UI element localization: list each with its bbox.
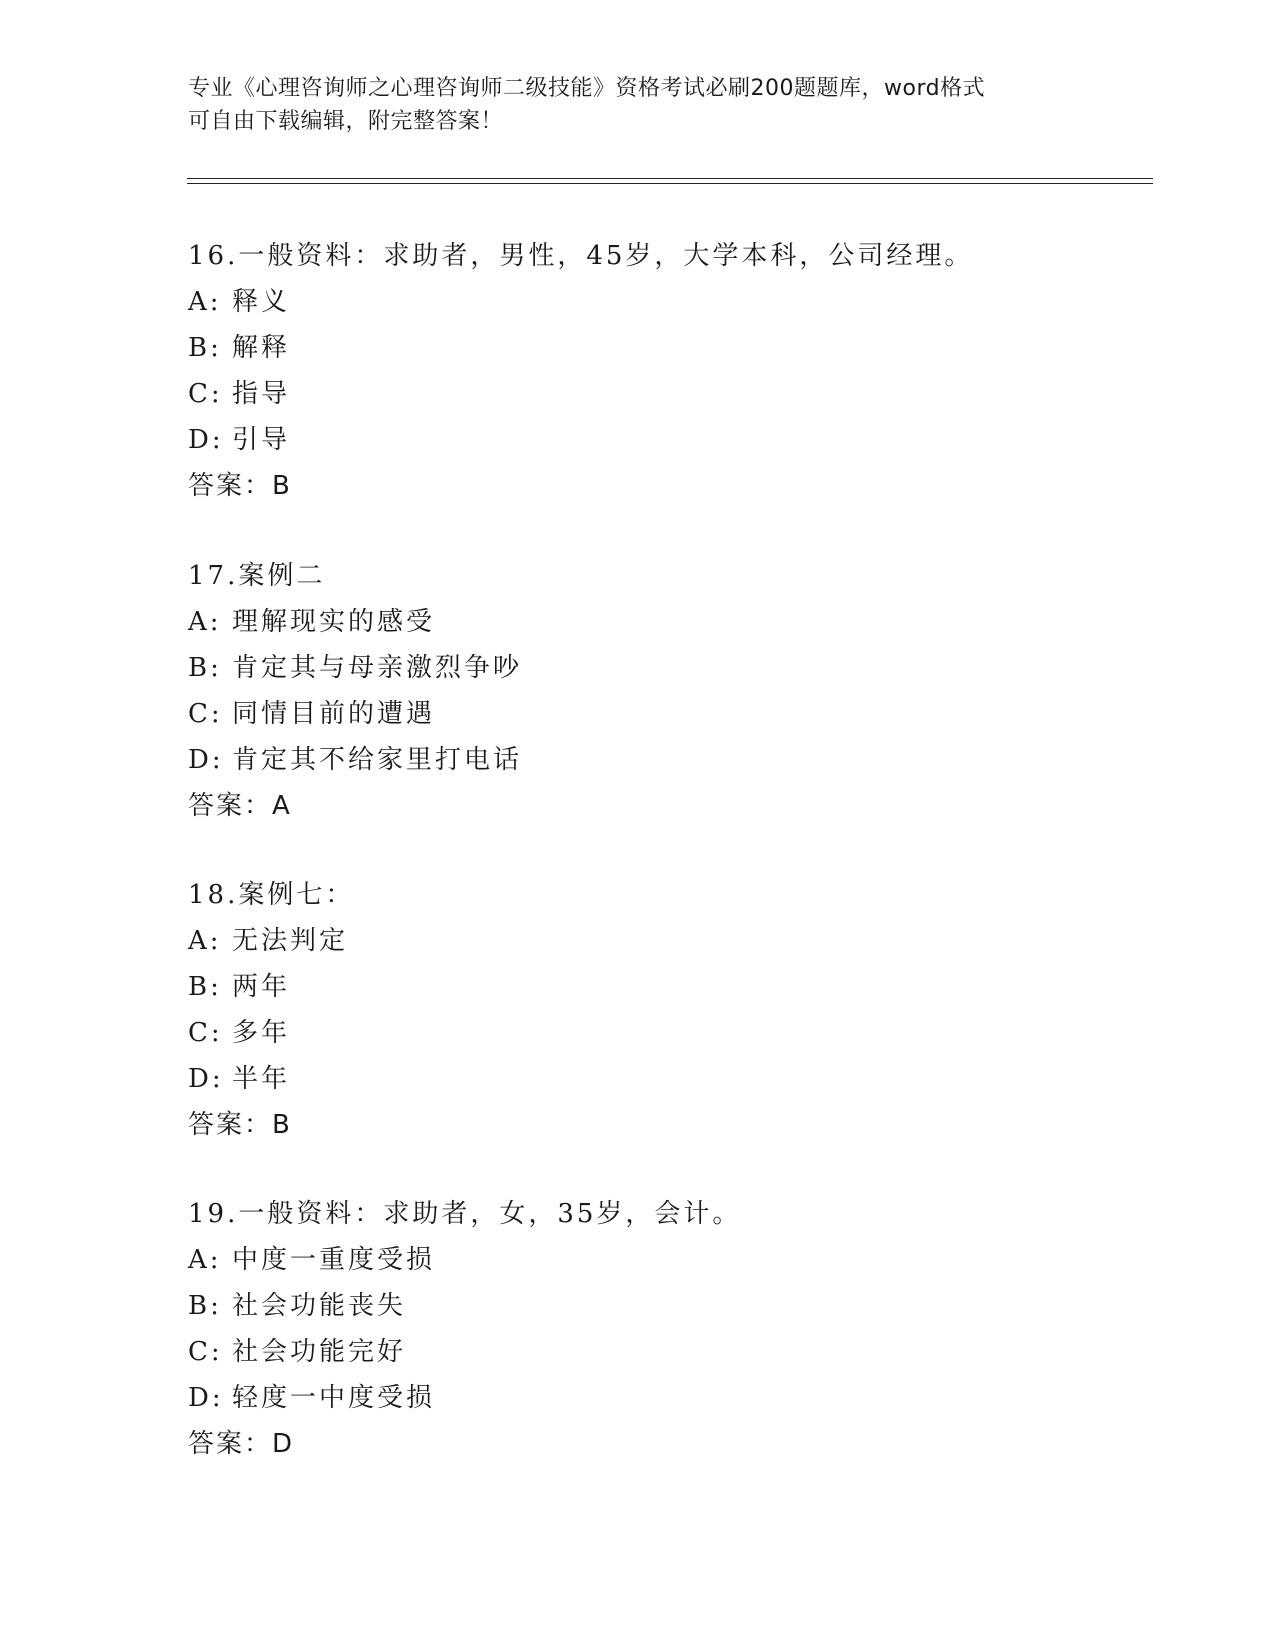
option-a	[188, 918, 1168, 964]
option-text: 两年	[232, 972, 291, 1002]
header-line-1: 专业《心理咨询师之心理咨询师二级技能》资格考试必刷200题题库，word格式	[188, 76, 986, 101]
header-divider-top	[187, 178, 1153, 179]
option-d	[188, 1375, 1168, 1421]
question-19	[188, 1191, 1168, 1467]
answer-line: 答案：A	[188, 791, 292, 821]
question-stem: 17.案例二	[188, 561, 326, 591]
option-b	[188, 325, 1168, 371]
document-header	[188, 72, 1088, 138]
option-b	[188, 964, 1168, 1010]
answer-line: 答案：B	[188, 1110, 292, 1140]
option-text: 释义	[232, 287, 291, 317]
option-text: 解释	[232, 333, 291, 363]
option-c	[188, 371, 1168, 417]
option-letter: C:	[188, 1337, 223, 1367]
option-letter: D:	[188, 745, 224, 775]
answer-line: 答案：B	[188, 471, 292, 501]
question-17	[188, 553, 1168, 829]
question-stem: 16.一般资料：求助者，男性，45岁，大学本科，公司经理。	[188, 241, 974, 271]
option-text: 中度一重度受损	[232, 1245, 436, 1275]
option-text: 无法判定	[232, 926, 349, 956]
option-c	[188, 1010, 1168, 1056]
option-letter: B:	[188, 333, 222, 363]
option-letter: B:	[188, 1291, 222, 1321]
option-text: 肯定其不给家里打电话	[232, 745, 523, 775]
option-letter: D:	[188, 1383, 224, 1413]
option-b	[188, 645, 1168, 691]
option-c	[188, 691, 1168, 737]
option-letter: B:	[188, 972, 222, 1002]
option-letter: A:	[188, 607, 222, 637]
option-a	[188, 1237, 1168, 1283]
option-letter: C:	[188, 1018, 223, 1048]
answer-line: 答案：D	[188, 1429, 295, 1459]
option-letter: D:	[188, 425, 224, 455]
header-divider-bottom	[187, 183, 1153, 184]
option-d	[188, 1056, 1168, 1102]
option-d	[188, 737, 1168, 783]
option-text: 同情目前的遭遇	[232, 699, 436, 729]
option-text: 半年	[232, 1064, 291, 1094]
option-b	[188, 1283, 1168, 1329]
option-text: 肯定其与母亲激烈争吵	[232, 653, 523, 683]
option-text: 社会功能丧失	[232, 1291, 407, 1321]
question-stem: 19.一般资料：求助者，女，35岁，会计。	[188, 1199, 742, 1229]
option-a	[188, 279, 1168, 325]
option-text: 多年	[232, 1018, 291, 1048]
option-c	[188, 1329, 1168, 1375]
option-letter: A:	[188, 1245, 222, 1275]
option-letter: C:	[188, 699, 223, 729]
option-letter: D:	[188, 1064, 224, 1094]
option-text: 轻度一中度受损	[232, 1383, 436, 1413]
option-text: 理解现实的感受	[232, 607, 436, 637]
option-letter: A:	[188, 926, 222, 956]
option-text: 指导	[232, 379, 291, 409]
option-d	[188, 417, 1168, 463]
option-text: 社会功能完好	[232, 1337, 407, 1367]
option-letter: A:	[188, 287, 222, 317]
option-letter: B:	[188, 653, 222, 683]
question-stem: 18.案例七：	[188, 880, 355, 910]
option-letter: C:	[188, 379, 223, 409]
question-16	[188, 233, 1168, 509]
option-text: 引导	[232, 425, 291, 455]
header-line-2: 可自由下载编辑，附完整答案！	[188, 109, 504, 134]
question-18	[188, 872, 1168, 1148]
option-a	[188, 599, 1168, 645]
